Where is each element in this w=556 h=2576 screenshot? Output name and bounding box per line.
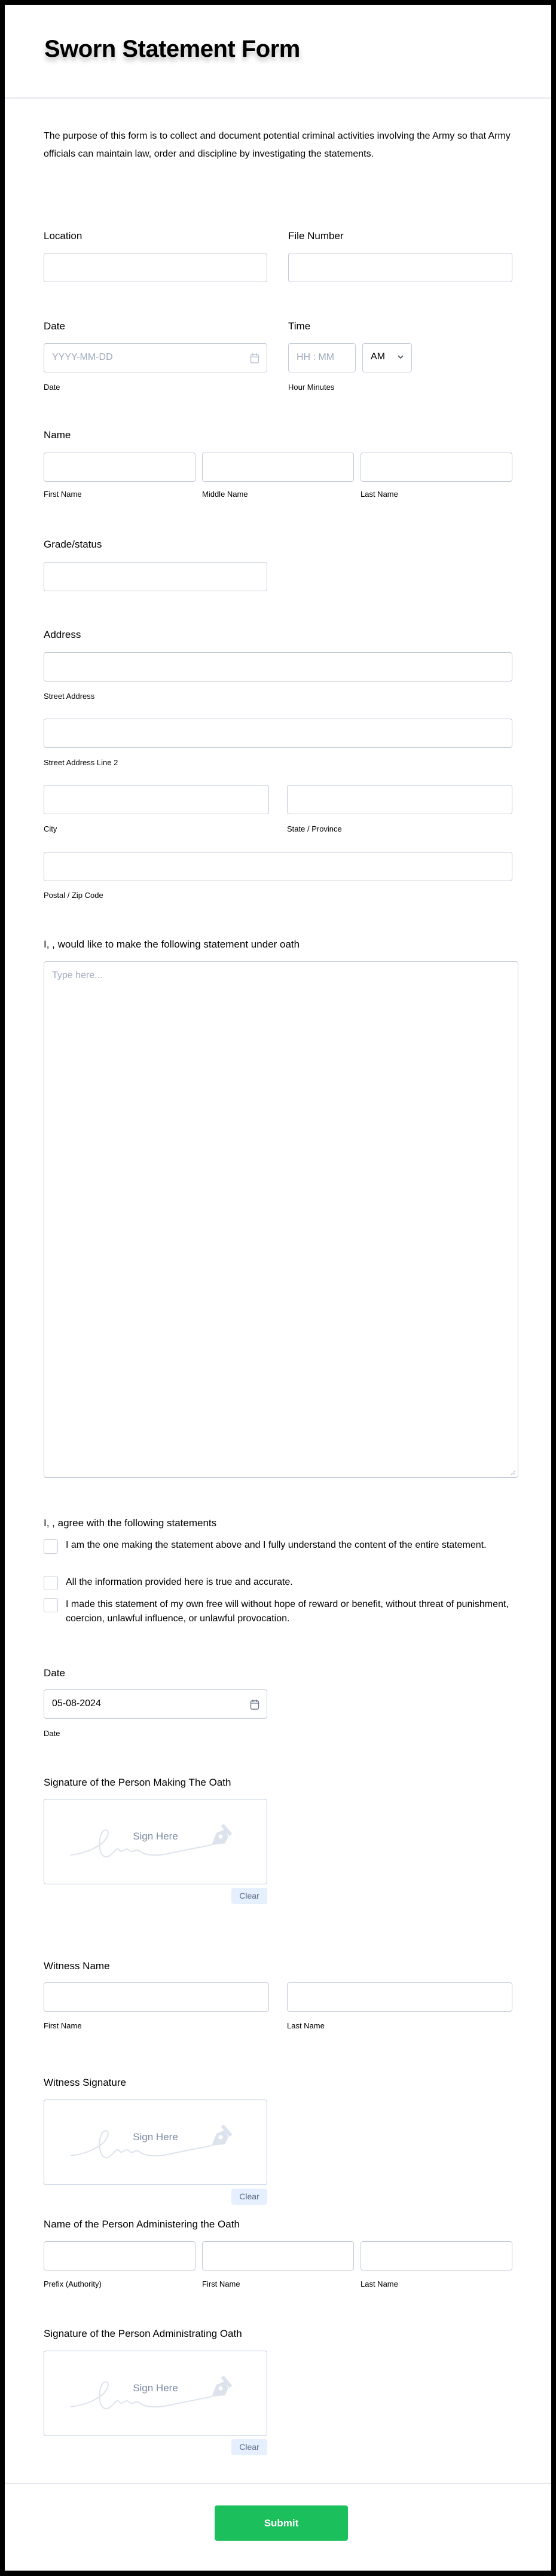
last-name-sublabel: Last Name [361, 490, 398, 499]
date-sublabel: Date [44, 383, 60, 392]
witness-name-label: Witness Name [44, 1960, 110, 1972]
chevron-down-icon [397, 353, 404, 360]
admin-prefix-input[interactable] [44, 2241, 195, 2271]
admin-last-name-input[interactable] [361, 2241, 512, 2271]
admin-first-name-input[interactable] [202, 2241, 354, 2271]
middle-name-sublabel: Middle Name [202, 490, 248, 499]
admin-sig-pad[interactable] [44, 2351, 267, 2436]
statement-textarea[interactable] [44, 961, 518, 1478]
sign-here-text: Sign Here [133, 1831, 178, 1842]
grade-input[interactable] [44, 562, 267, 591]
sign-here-text: Sign Here [133, 2382, 178, 2394]
witness-sig-label: Witness Signature [44, 2077, 126, 2088]
time-label: Time [288, 320, 311, 332]
time-sublabel: Hour Minutes [288, 383, 335, 392]
footer-divider [5, 2483, 551, 2484]
first-name-input[interactable] [44, 453, 195, 482]
admin-sig-label: Signature of the Person Administrating Oath [44, 2328, 242, 2339]
agree-label: I, , agree with the following statements [44, 1517, 217, 1529]
form-description: The purpose of this form is to collect and document potential criminal activities involving the Army so that Army officials can maintain law, order and discipline by investigating the statements. [44, 131, 511, 159]
admin-name-label: Name of the Person Administering the Oath [44, 2219, 240, 2230]
statement-label: I, , would like to make the following statement under oath [44, 939, 300, 950]
file-number-label: File Number [288, 230, 344, 242]
calendar-icon[interactable] [250, 1698, 259, 1710]
state-input[interactable] [287, 785, 512, 814]
city-sublabel: City [44, 824, 57, 833]
form-page [5, 5, 551, 2571]
header-divider [5, 97, 551, 99]
admin-sig-clear-button[interactable]: Clear [231, 2439, 267, 2455]
date-label: Date [44, 320, 65, 332]
calendar-icon[interactable] [250, 352, 259, 364]
file-number-input[interactable] [288, 253, 512, 282]
street-address-2-sublabel: Street Address Line 2 [44, 758, 118, 767]
agree-option-3[interactable]: I made this statement of my own free will without hope of reward or benefit, without threat of punishment, coercion, unlawful influence, or unlawful provocation. [66, 1599, 509, 1624]
sign-here-text: Sign Here [133, 2131, 178, 2143]
zip-sublabel: Postal / Zip Code [44, 891, 103, 900]
name-label: Name [44, 429, 71, 441]
first-name-sublabel: First Name [44, 490, 82, 499]
submit-button[interactable]: Submit [215, 2505, 348, 2541]
location-input[interactable] [44, 253, 267, 282]
admin-first-name-sublabel: First Name [202, 2279, 240, 2288]
location-label: Location [44, 230, 83, 242]
pen-nib-icon [68, 2124, 236, 2160]
agree-checkbox-1[interactable] [44, 1539, 58, 1554]
witness-first-name-sublabel: First Name [44, 2021, 82, 2030]
street-address-sublabel: Street Address [44, 692, 95, 701]
pen-nib-icon [68, 2375, 236, 2411]
address-label: Address [44, 629, 81, 640]
form-title: Sworn Statement Form [44, 36, 300, 62]
witness-first-name-input[interactable] [44, 1982, 269, 2012]
sig-oath-pad[interactable] [44, 1799, 267, 1884]
agree-checkbox-2[interactable] [44, 1576, 58, 1590]
date2-input[interactable] [44, 1689, 267, 1719]
grade-label: Grade/status [44, 539, 102, 550]
zip-input[interactable] [44, 852, 512, 881]
date2-sublabel: Date [44, 1729, 60, 1738]
pen-nib-icon [68, 1823, 236, 1859]
last-name-input[interactable] [361, 453, 512, 482]
date-placeholder: YYYY-MM-DD [52, 352, 113, 362]
ampm-select[interactable] [362, 343, 412, 372]
middle-name-input[interactable] [202, 453, 354, 482]
time-input[interactable] [288, 343, 356, 372]
admin-last-name-sublabel: Last Name [361, 2279, 398, 2288]
statement-placeholder: Type here... [52, 970, 103, 980]
resize-handle-icon[interactable] [510, 1469, 516, 1475]
witness-last-name-input[interactable] [287, 1982, 512, 2012]
date2-value: 05-08-2024 [52, 1698, 101, 1709]
witness-sig-pad[interactable] [44, 2100, 267, 2185]
agree-option-1[interactable]: I am the one making the statement above and I fully understand the content of the entire statement. [66, 1540, 487, 1550]
street-address-2-input[interactable] [44, 719, 512, 748]
ampm-value: AM [371, 352, 385, 362]
witness-last-name-sublabel: Last Name [287, 2021, 325, 2030]
agree-option-2[interactable]: All the information provided here is true and accurate. [66, 1577, 293, 1587]
sig-oath-label: Signature of the Person Making The Oath [44, 1777, 231, 1788]
city-input[interactable] [44, 785, 269, 814]
date-input[interactable] [44, 343, 267, 372]
agree-checkbox-3[interactable] [44, 1598, 58, 1612]
street-address-input[interactable] [44, 652, 512, 682]
witness-sig-clear-button[interactable]: Clear [231, 2189, 267, 2205]
date2-label: Date [44, 1667, 65, 1679]
sig-oath-clear-button[interactable]: Clear [231, 1888, 267, 1904]
admin-prefix-sublabel: Prefix (Authority) [44, 2279, 102, 2288]
time-placeholder: HH : MM [297, 352, 335, 362]
state-sublabel: State / Province [287, 824, 342, 833]
